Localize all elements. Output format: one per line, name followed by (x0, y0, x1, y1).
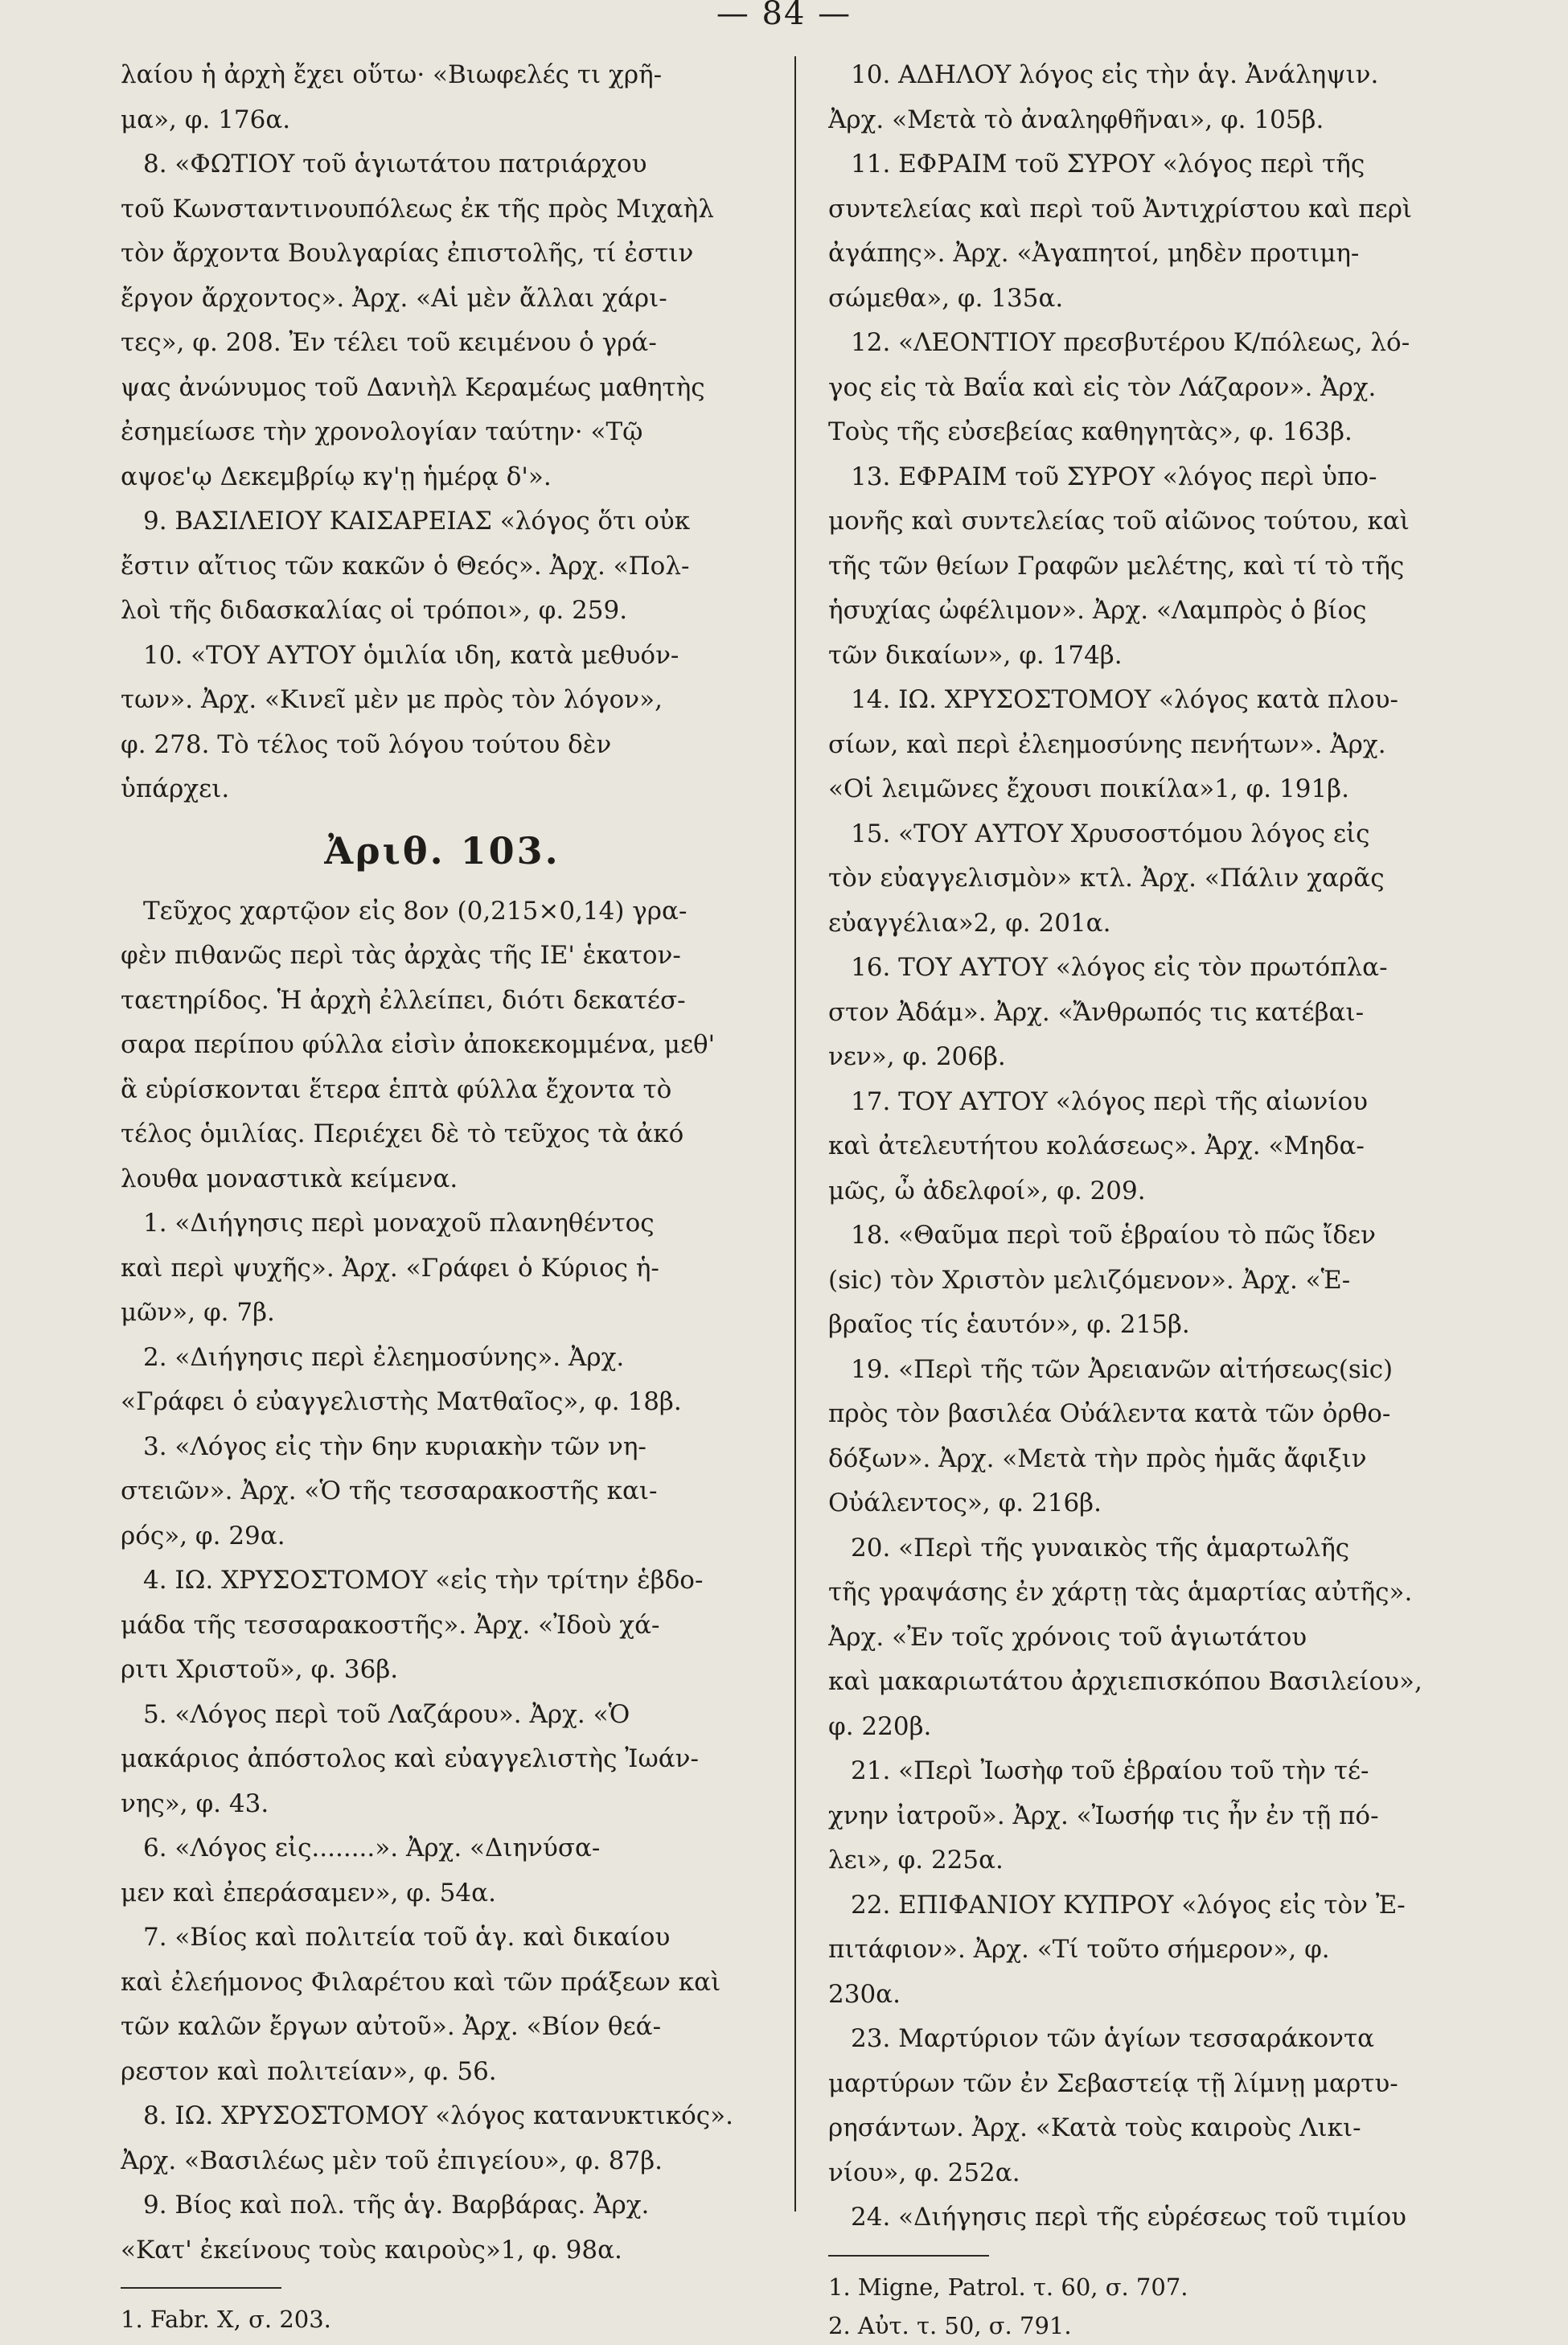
text-line: Ἀρχ. «Ἐν τοῖς χρόνοις τοῦ ἁγιωτάτου (828, 1622, 1307, 1652)
text-line: ἔστιν αἴτιος τῶν κακῶν ὁ Θεός». Ἀρχ. «Πολ- (121, 551, 690, 581)
text-line: μῶν», φ. 7β. (121, 1298, 275, 1327)
text-line: σώμεθα», φ. 135α. (828, 283, 1064, 313)
text-line: Τεῦχος χαρτῷον εἰς 8ον (0,215×0,14) γρα- (143, 896, 688, 926)
column-divider (794, 56, 796, 2212)
text-line: ἐσημείωσε τὴν χρονολογίαν ταύτην· «Τῷ (121, 417, 643, 446)
text-line: καὶ μακαριωτάτου ἀρχιεπισκόπου Βασιλείου», (828, 1667, 1422, 1696)
text-line: ἔργον ἄρχοντος». Ἀρχ. «Αἱ μὲν ἄλλαι χάρι- (121, 283, 667, 313)
text-line: 5. «Λόγος περὶ τοῦ Λαζάρου». Ἀρχ. «Ὁ (143, 1699, 630, 1729)
text-line: τοῦ Κωνσταντινουπόλεως ἐκ τῆς πρὸς Μιχαὴλ (121, 194, 714, 224)
text-line: λουθα μοναστικὰ κείμενα. (121, 1164, 458, 1193)
text-line: ψας ἀνώνυμος τοῦ Δανιὴλ Κεραμέως μαθητὴς (121, 372, 705, 402)
text-line: 19. «Περὶ τῆς τῶν Ἀρειανῶν αἰτήσεως(sic) (851, 1354, 1394, 1384)
text-line: 18. «Θαῦμα περὶ τοῦ ἑβραίου τὸ πῶς ἴδεν (851, 1221, 1376, 1250)
text-line: συντελείας καὶ περὶ τοῦ Ἀντιχρίστου καὶ περὶ (828, 194, 1413, 224)
text-line: μαρτύρων τῶν ἐν Σεβαστείᾳ τῇ λίμνῃ μαρτυ- (828, 2068, 1398, 2098)
text-line: ριτι Χριστοῦ», φ. 36β. (121, 1655, 399, 1684)
text-line: σαρα περίπου φύλλα εἰσὶν ἀποκεκομμένα, μεθ' (121, 1030, 716, 1059)
text-line: 22. ΕΠΙΦΑΝΙΟΥ ΚΥΠΡΟΥ «λόγος εἰς τὸν Ἐ- (851, 1890, 1406, 1920)
text-line: Οὐάλεντος», φ. 216β. (828, 1489, 1102, 1517)
text-line: τέλος ὁμιλίας. Περιέχει δὲ τὸ τεῦχος τὰ ἀκό (121, 1119, 684, 1148)
text-line: 2. «Διήγησις περὶ ἐλεημοσύνης». Ἀρχ. (143, 1342, 625, 1372)
text-line: ρεστον καὶ πολιτείαν», φ. 56. (121, 2056, 497, 2086)
left-column (121, 53, 764, 2339)
text-line: 16. ΤΟΥ ΑΥΤΟΥ «λόγος εἰς τὸν πρωτόπλα- (851, 953, 1388, 982)
text-line: Ἀρχ. «Βασιλέως μὲν τοῦ ἐπιγείου», φ. 87β. (121, 2146, 663, 2175)
text-line: μῶς, ὦ ἀδελφοί», φ. 209. (828, 1176, 1146, 1205)
text-line: 9. Βίος καὶ πολ. τῆς ἁγ. Βαρβάρας. Ἀρχ. (143, 2191, 650, 2220)
text-line: λει», φ. 225α. (828, 1846, 1004, 1875)
text-line: φ. 278. Τὸ τέλος τοῦ λόγου τούτου δὲν (121, 729, 612, 759)
text-line: 14. ΙΩ. ΧΡΥΣΟΣΤΟΜΟΥ «λόγος κατὰ πλου- (851, 685, 1398, 714)
text-line: 6. «Λόγος εἰς........». Ἀρχ. «Διηνύσα- (143, 1834, 601, 1862)
text-line: καὶ περὶ ψυχῆς». Ἀρχ. «Γράφει ὁ Κύριος ἡ- (121, 1253, 659, 1283)
text-line: εὐαγγέλια»2, φ. 201α. (828, 908, 1111, 938)
footnote-rule (121, 2287, 281, 2289)
text-line: 8. «ΦΩΤΙΟΥ τοῦ ἁγιωτάτου πατριάρχου (143, 150, 647, 179)
right-column (828, 53, 1447, 2345)
footnote: 1. Migne, Patrol. τ. 60, σ. 707. (828, 2273, 1188, 2301)
text-line: ρός», φ. 29α. (121, 1521, 285, 1550)
text-line: τῶν καλῶν ἔργων αὐτοῦ». Ἀρχ. «Βίον θεά- (121, 2012, 662, 2041)
text-line: μονῆς καὶ συντελείας τοῦ αἰῶνος τούτου, καὶ (828, 507, 1410, 536)
text-line: μακάριος ἀπόστολος καὶ εὐαγγελιστὴς Ἰωάν- (121, 1744, 699, 1773)
text-line: στειῶν». Ἀρχ. «Ὁ τῆς τεσσαρακοστῆς και- (121, 1476, 658, 1505)
text-line: σίων, καὶ περὶ ἐλεημοσύνης πενήτων». Ἀρχ. (828, 729, 1386, 759)
text-line: φὲν πιθανῶς περὶ τὰς ἀρχὰς τῆς ΙΕ' ἑκατον- (121, 941, 681, 970)
text-line: ταετηρίδος. Ἡ ἀρχὴ ἐλλείπει, διότι δεκατέσ- (121, 985, 686, 1015)
text-line: (sic) τὸν Χριστὸν μελιζόμενον». Ἀρχ. «Ἑ- (828, 1265, 1351, 1295)
text-line: 10. ΑΔΗΛΟΥ λόγος εἰς τὴν ἁγ. Ἀνάληψιν. (851, 60, 1379, 89)
text-line: πιτάφιον». Ἀρχ. «Τί τοῦτο σήμερον», φ. (828, 1935, 1330, 1964)
footnote: 2. Αὐτ. τ. 50, σ. 791. (828, 2311, 1072, 2339)
page-number: — 84 — (716, 0, 852, 32)
text-line: πρὸς τὸν βασιλέα Οὐάλεντα κατὰ τῶν ὀρθο- (828, 1399, 1391, 1428)
text-line: ἡσυχίας ὠφέλιμον». Ἀρχ. «Λαμπρὸς ὁ βίος (828, 596, 1367, 625)
text-line: τες», φ. 208. Ἐν τέλει τοῦ κειμένου ὁ γρά- (121, 328, 657, 357)
text-line: «Γράφει ὁ εὐαγγελιστὴς Ματθαῖος», φ. 18β. (121, 1387, 682, 1416)
text-line: Τοὺς τῆς εὐσεβείας καθηγητὰς», φ. 163β. (828, 417, 1353, 446)
text-line: τὸν εὐαγγελισμὸν» κτλ. Ἀρχ. «Πάλιν χαρᾶς (828, 864, 1385, 893)
text-line: Ἀρχ. «Μετὰ τὸ ἀναληφθῆναι», φ. 105β. (828, 105, 1324, 134)
text-line: 11. ΕΦΡΑΙΜ τοῦ ΣΥΡΟΥ «λόγος περὶ τῆς (851, 150, 1365, 179)
text-line: στον Ἀδάμ». Ἀρχ. «Ἄνθρωπός τις κατέβαι- (828, 997, 1365, 1027)
text-line: 8. ΙΩ. ΧΡΥΣΟΣΤΟΜΟΥ «λόγος κατανυκτικός». (143, 2101, 733, 2130)
text-line: νης», φ. 43. (121, 1789, 269, 1818)
text-line: 1. «Διήγησις περὶ μοναχοῦ πλανηθέντος (143, 1209, 655, 1238)
text-line: 230α. (828, 1979, 901, 2009)
text-line: αψοε'ῳ Δεκεμβρίῳ κγ'ῃ ἡμέρᾳ δ'». (121, 462, 552, 491)
section-heading: Ἀριθ. 103. (324, 828, 560, 873)
footnote-rule (828, 2255, 989, 2257)
text-line: 21. «Περὶ Ἰωσὴφ τοῦ ἑβραίου τοῦ τὴν τέ- (851, 1756, 1369, 1785)
text-line: ἀγάπης». Ἀρχ. «Ἀγαπητοί, μηδὲν προτιμη- (828, 239, 1360, 268)
text-line: τῆς γραψάσης ἐν χάρτῃ τὰς ἁμαρτίας αὐτῆς». (828, 1578, 1413, 1607)
text-line: 12. «ΛΕΟΝΤΙΟΥ πρεσβυτέρου Κ/πόλεως, λό- (851, 328, 1410, 357)
text-line: φ. 220β. (828, 1711, 932, 1741)
text-line: 9. ΒΑΣΙΛΕΙΟΥ ΚΑΙΣΑΡΕΙΑΣ «λόγος ὅτι οὐκ (143, 507, 691, 536)
text-line: 17. ΤΟΥ ΑΥΤΟΥ «λόγος περὶ τῆς αἰωνίου (851, 1086, 1368, 1116)
text-line: μεν καὶ ἐπεράσαμεν», φ. 54α. (121, 1878, 496, 1908)
text-line: τῶν δικαίων», φ. 174β. (828, 640, 1123, 670)
text-line: καὶ ἀτελευτήτου κολάσεως». Ἀρχ. «Μηδα- (828, 1131, 1365, 1160)
text-line: ρησάντων. Ἀρχ. «Κατὰ τοὺς καιροὺς Λικι- (828, 2113, 1361, 2142)
text-line: 20. «Περὶ τῆς γυναικὸς τῆς ἁμαρτωλῆς (851, 1533, 1350, 1563)
text-line: 13. ΕΦΡΑΙΜ τοῦ ΣΥΡΟΥ «λόγος περὶ ὑπο- (851, 462, 1377, 491)
text-line: ὑπάρχει. (121, 774, 230, 803)
text-line: 24. «Διήγησις περὶ τῆς εὑρέσεως τοῦ τιμίου (851, 2203, 1407, 2232)
text-line: χνην ἰατροῦ». Ἀρχ. «Ἰωσήφ τις ἦν ἐν τῇ πό- (828, 1801, 1379, 1830)
text-line: δόξων». Ἀρχ. «Μετὰ τὴν πρὸς ἡμᾶς ἄφιξιν (828, 1444, 1367, 1473)
text-line: 10. «ΤΟΥ ΑΥΤΟΥ ὁμιλία ιδη, κατὰ μεθυόν- (143, 640, 679, 670)
text-line: τῆς τῶν θείων Γραφῶν μελέτης, καὶ τί τὸ τῆς (828, 551, 1405, 581)
text-line: νεν», φ. 206β. (828, 1042, 1006, 1071)
text-line: 7. «Βίος καὶ πολιτεία τοῦ ἁγ. καὶ δικαίου (143, 1923, 671, 1952)
text-line: 4. ΙΩ. ΧΡΥΣΟΣΤΟΜΟΥ «εἰς τὴν τρίτην ἑβδο- (143, 1566, 704, 1595)
footnote: 1. Fabr. X, σ. 203. (121, 2306, 331, 2333)
text-line: 15. «ΤΟΥ ΑΥΤΟΥ Χρυσοστόμου λόγος εἰς (851, 819, 1370, 848)
text-line: γος εἰς τὰ Βαΐα καὶ εἰς τὸν Λάζαρον». Ἀρχ. (828, 372, 1377, 402)
text-line: ἃ εὑρίσκονται ἕτερα ἑπτὰ φύλλα ἔχοντα τὸ (121, 1074, 672, 1104)
text-line: βραῖος τίς ἑαυτόν», φ. 215β. (828, 1310, 1190, 1339)
text-line: τὸν ἄρχοντα Βουλγαρίας ἐπιστολῆς, τί ἐστιν (121, 239, 694, 268)
text-line: 3. «Λόγος εἰς τὴν 6ην κυριακὴν τῶν νη- (143, 1431, 646, 1461)
text-line: 23. Μαρτύριον τῶν ἁγίων τεσσαράκοντα (851, 2024, 1375, 2053)
text-line: «Οἱ λειμῶνες ἔχουσι ποικίλα»1, φ. 191β. (828, 774, 1349, 803)
text-line: λοὶ τῆς διδασκαλίας οἱ τρόποι», φ. 259. (121, 596, 628, 625)
text-line: των». Ἀρχ. «Κινεῖ μὲν με πρὸς τὸν λόγον», (121, 685, 663, 714)
text-line: νίου», φ. 252α. (828, 2158, 1020, 2187)
text-line: καὶ ἐλεήμονος Φιλαρέτου καὶ τῶν πράξεων καὶ (121, 1967, 721, 1997)
text-line: μάδα τῆς τεσσαρακοστῆς». Ἀρχ. «Ἰδοὺ χά- (121, 1610, 660, 1640)
text-line: «Κατ' ἐκείνους τοὺς καιροὺς»1, φ. 98α. (121, 2235, 622, 2265)
text-line: λαίου ἡ ἀρχὴ ἔχει οὕτω· «Βιωφελές τι χρῆ- (121, 60, 663, 89)
text-line: μα», φ. 176α. (121, 105, 291, 134)
